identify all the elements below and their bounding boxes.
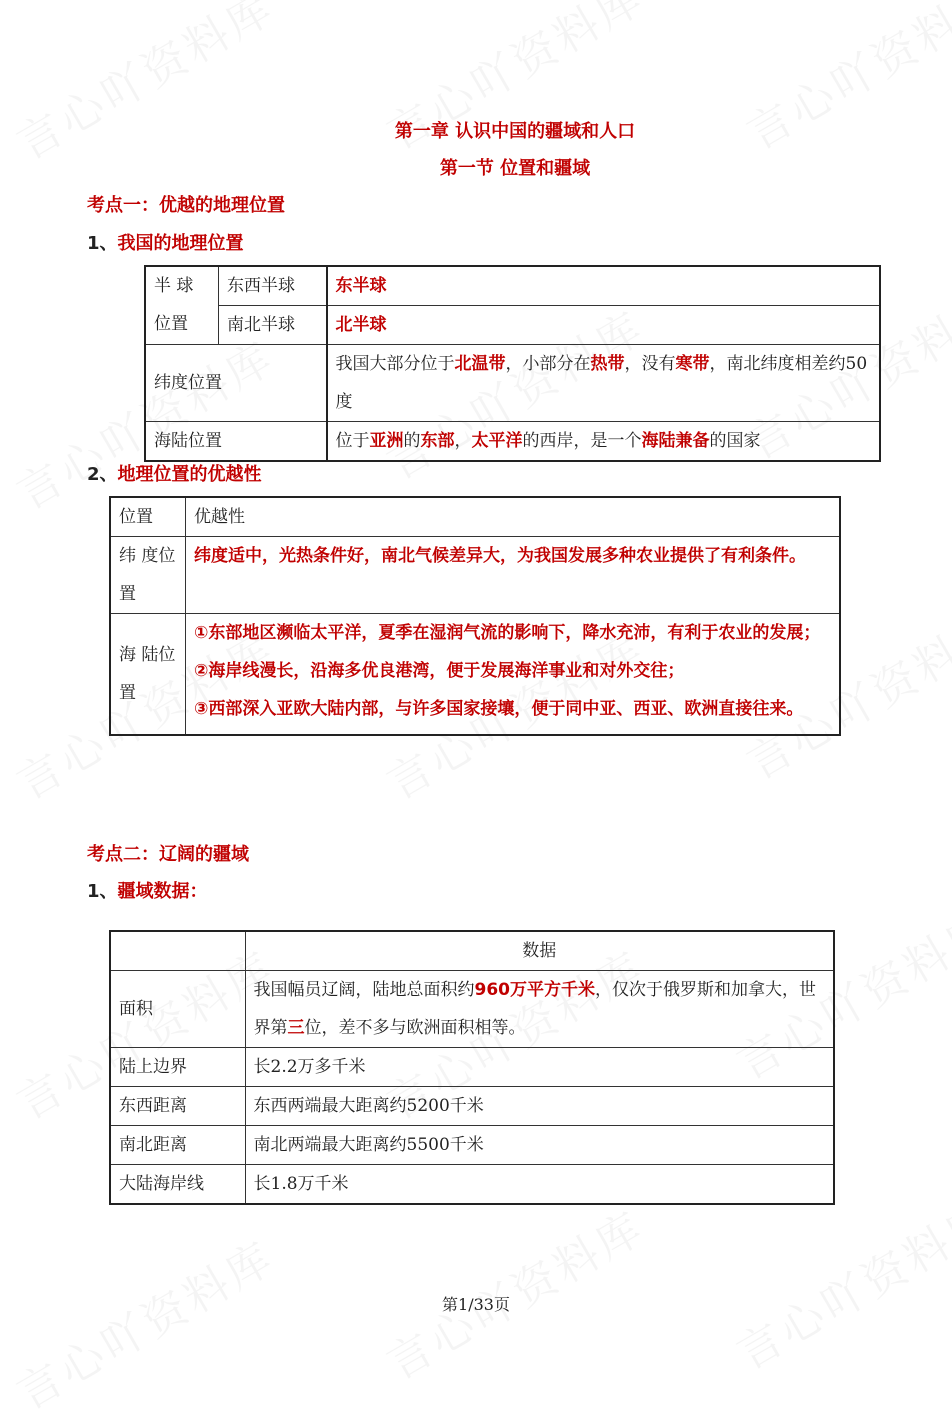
point2-heading: 考点二：辽阔的疆域 [87, 844, 249, 865]
territory-header-data: 数据 [245, 931, 834, 971]
ew-hemisphere-label: 东西半球 [219, 266, 327, 306]
territory-table [109, 930, 835, 1205]
hemisphere-label: 半 球位置 [154, 276, 194, 334]
territory-header-empty [110, 931, 245, 971]
point1-heading: 考点一：优越的地理位置 [87, 195, 285, 216]
highlight-fragment: 960万平方千米 [474, 980, 595, 1000]
land-border-label: 陆上边界 [110, 1048, 245, 1087]
coastline-value: 长1.8万千米 [245, 1165, 834, 1205]
land-border-value: 长2.2万多千米 [245, 1048, 834, 1087]
text-fragment: ，南北纬度相差约50度 [335, 354, 868, 412]
highlight-fragment: 三 [287, 1018, 305, 1038]
text-fragment: ，仅次于俄罗斯和加拿大，世界第 [253, 980, 816, 1038]
latitude-position-label-cell [110, 537, 186, 614]
latitude-position-label: 纬 度位置 [119, 546, 176, 604]
text-fragment: ，没有 [624, 354, 676, 374]
hemisphere-label-cell [145, 266, 219, 345]
ns-hemisphere-value-cell [327, 306, 881, 345]
latitude-label: 纬度位置 [145, 345, 327, 422]
sea-land-value [327, 422, 881, 462]
point1-sub1-text: 我国的地理位置 [117, 233, 244, 254]
highlight-fragment: 北温带 [454, 354, 506, 374]
point1-sub2-num: 2、 [87, 464, 118, 485]
area-value [245, 971, 834, 1048]
page-number: 第1/33页 [442, 1295, 510, 1314]
sea-land-label: 海陆位置 [145, 422, 327, 462]
highlight-fragment: 太平洋 [471, 431, 523, 451]
location-table [144, 265, 881, 462]
text-fragment: 位，差不多与欧洲面积相等。 [304, 1018, 526, 1038]
point1-sub1-heading [87, 229, 244, 255]
ns-hemisphere-label: 南北半球 [219, 306, 327, 345]
text-fragment: 的 [403, 431, 421, 451]
advantage-col-benefit: 优越性 [186, 497, 841, 537]
text-fragment: 的西岸，是一个 [522, 431, 642, 451]
sea-land-benefit-1: ①东部地区濒临太平洋，夏季在湿润气流的影响下，降水充沛，有利于农业的发展； [194, 623, 821, 643]
point2-sub1-heading [87, 877, 208, 903]
point1-sub2-text: 地理位置的优越性 [117, 464, 262, 485]
text-fragment: ， [454, 431, 472, 451]
text-fragment: 的国家 [709, 431, 761, 451]
point2-sub1-text: 疆域数据： [117, 881, 208, 902]
text-fragment: ，小部分在 [505, 354, 591, 374]
text-fragment: 我国幅员辽阔，陆地总面积约 [253, 980, 475, 1000]
watermark [3, 0, 284, 172]
ew-hemisphere-value-cell [327, 266, 881, 306]
point1-sub2-heading [87, 460, 262, 486]
sea-land-benefit-2: ②海岸线漫长，沿海多优良港湾，便于发展海洋事业和对外交往； [194, 661, 685, 681]
coastline-label: 大陆海岸线 [110, 1165, 245, 1205]
advantage-col-position: 位置 [110, 497, 186, 537]
area-label: 面积 [110, 971, 245, 1048]
watermark [723, 1182, 952, 1381]
ns-distance-label: 南北距离 [110, 1126, 245, 1165]
latitude-benefit: 纬度适中，光热条件好，南北气候差异大，为我国发展多种农业提供了有利条件。 [186, 537, 841, 614]
highlight-fragment: 海陆兼备 [641, 431, 710, 451]
highlight-fragment: 东部 [420, 431, 455, 451]
section-title: 第一节 位置和疆域 [439, 158, 591, 179]
text-fragment: 我国大部分位于 [335, 354, 455, 374]
advantage-table [109, 496, 841, 736]
sea-land-position-label-cell [110, 614, 186, 736]
highlight-fragment: 热带 [590, 354, 625, 374]
ew-distance-value: 东西两端最大距离约5200千米 [245, 1087, 834, 1126]
ew-hemisphere-value: 东半球 [335, 276, 387, 296]
highlight-fragment: 亚洲 [369, 431, 404, 451]
sea-land-position-label: 海 陆位置 [119, 645, 176, 703]
watermark [3, 1222, 284, 1421]
latitude-value [327, 345, 881, 422]
text-fragment: 位于 [335, 431, 370, 451]
sea-land-benefits [186, 614, 841, 736]
sea-land-benefit-3: ③西部深入亚欧大陆内部，与许多国家接壤，便于同中亚、西亚、欧洲直接往来。 [194, 699, 804, 719]
point1-sub1-num: 1、 [87, 233, 118, 254]
chapter-title: 第一章 认识中国的疆域和人口 [394, 121, 636, 142]
highlight-fragment: 寒带 [675, 354, 710, 374]
ns-hemisphere-value: 北半球 [335, 315, 387, 335]
ew-distance-label: 东西距离 [110, 1087, 245, 1126]
ns-distance-value: 南北两端最大距离约5500千米 [245, 1126, 834, 1165]
point2-sub1-num: 1、 [87, 881, 118, 902]
